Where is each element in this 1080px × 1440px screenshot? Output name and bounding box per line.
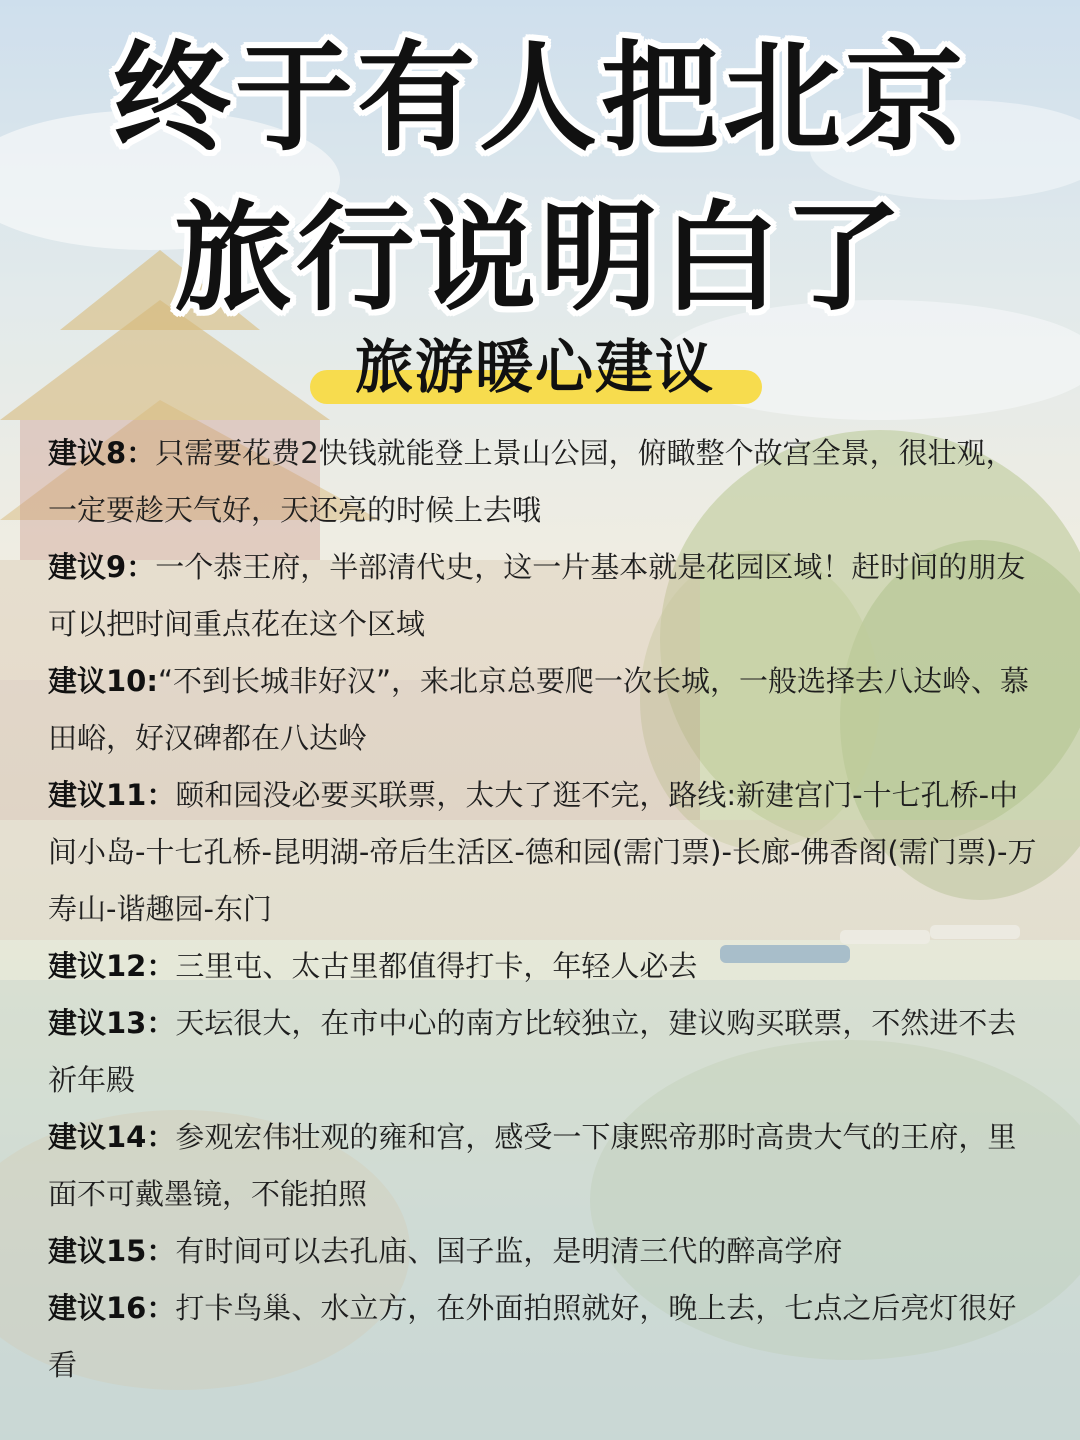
tip-text: “不到长城非好汉”，来北京总要爬一次长城，一般选择去八达岭、慕田峪，好汉碑都在八达岭 bbox=[48, 664, 1030, 755]
tip-label: 建议11： bbox=[48, 778, 176, 812]
tip-item-15 bbox=[48, 1223, 1038, 1280]
subtitle-banner bbox=[300, 330, 770, 410]
subtitle-text: 旅游暖心建议 bbox=[354, 333, 715, 401]
tip-label: 建议8： bbox=[48, 436, 156, 470]
tip-text: 三里屯、太古里都值得打卡，年轻人必去 bbox=[175, 949, 698, 983]
tip-item-16 bbox=[48, 1280, 1038, 1394]
main-title-line-1: 终于有人把北京 bbox=[112, 29, 967, 167]
tip-label: 建议12： bbox=[48, 949, 176, 983]
tip-label: 建议15： bbox=[48, 1234, 176, 1268]
tip-label: 建议13： bbox=[48, 1006, 176, 1040]
tip-text: 颐和园没必要买联票，太大了逛不完，路线:新建宫门-十七孔桥-中间小岛-十七孔桥-昆明湖-帝后生活区-德和园(需门票)-长廊-佛香阁(需门票)-万寿山-谐趣园-东门 bbox=[48, 778, 1037, 926]
tip-item-9 bbox=[48, 539, 1038, 653]
tip-item-12 bbox=[48, 938, 1038, 995]
tip-label: 建议16： bbox=[48, 1291, 176, 1325]
tip-item-8 bbox=[48, 425, 1038, 539]
tip-text: 有时间可以去孔庙、国子监，是明清三代的醉高学府 bbox=[175, 1234, 843, 1268]
tip-text: 参观宏伟壮观的雍和宫，感受一下康熙帝那时高贵大气的王府，里面不可戴墨镜，不能拍照 bbox=[48, 1120, 1017, 1211]
tip-item-11 bbox=[48, 767, 1038, 938]
tip-text: 天坛很大，在市中心的南方比较独立，建议购买联票，不然进不去祈年殿 bbox=[48, 1006, 1017, 1097]
tip-item-10 bbox=[48, 653, 1038, 767]
tip-text: 打卡鸟巢、水立方，在外面拍照就好，晚上去，七点之后亮灯很好看 bbox=[48, 1291, 1017, 1382]
tip-text: 只需要花费2快钱就能登上景山公园，俯瞰整个故宫全景，很壮观，一定要趁天气好，天还亮的时候上去哦 bbox=[48, 436, 1015, 527]
tip-label: 建议14： bbox=[48, 1120, 176, 1154]
tip-label: 建议9： bbox=[48, 550, 156, 584]
tip-item-14 bbox=[48, 1109, 1038, 1223]
tip-item-13 bbox=[48, 995, 1038, 1109]
tip-text: 一个恭王府，半部清代史，这一片基本就是花园区域！赶时间的朋友可以把时间重点花在这个区域 bbox=[48, 550, 1026, 641]
main-title-line-2: 旅行说明白了 bbox=[173, 189, 906, 327]
tip-label: 建议10: bbox=[48, 664, 158, 698]
tips-list bbox=[48, 425, 1038, 1394]
